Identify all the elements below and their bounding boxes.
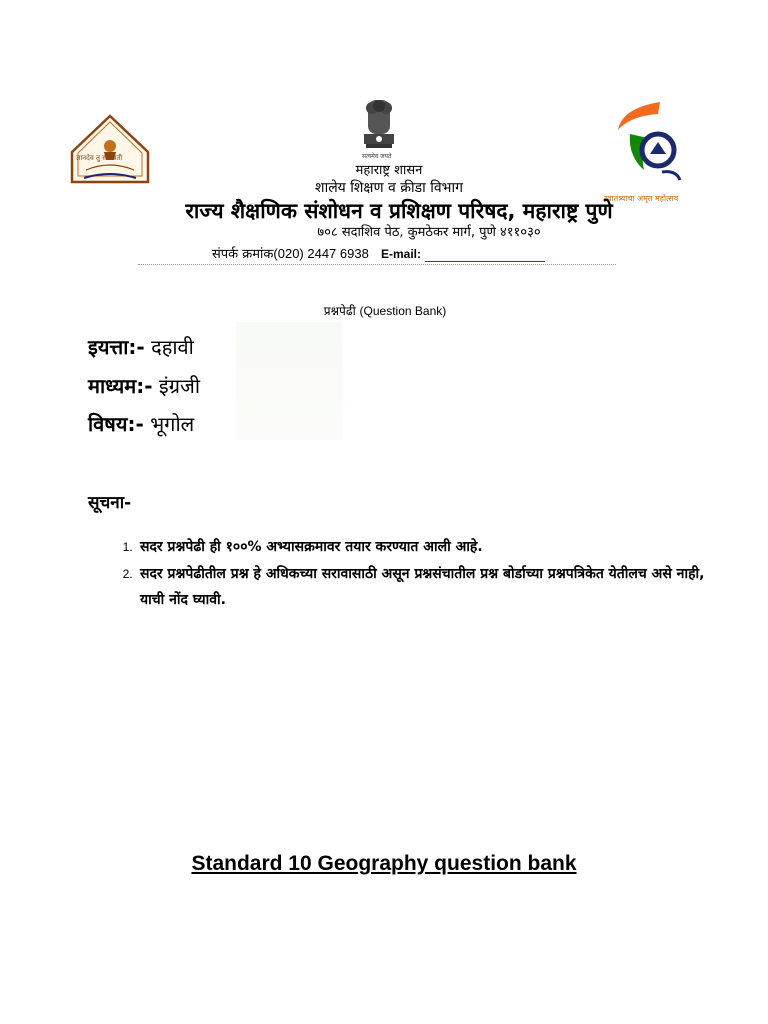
field-subject — [88, 410, 194, 437]
notice-list — [110, 534, 726, 614]
emblem-motto: सत्यमेव जयते — [362, 153, 392, 160]
question-bank-title-en: (Question Bank) — [359, 304, 447, 318]
field-standard-value: दहावी — [151, 335, 194, 359]
government-line: महाराष्ट्र शासन — [355, 163, 423, 178]
question-bank-title-mr: प्रश्नपेढी — [323, 304, 356, 318]
field-standard-key: इयत्ता:- — [88, 335, 145, 359]
email-field[interactable] — [425, 249, 545, 262]
watermark-image — [236, 322, 342, 440]
field-medium-key: माध्यम:- — [88, 374, 153, 398]
right-logo-caption: स्वातंत्र्याचा अमृत महोत्सव — [604, 194, 679, 203]
field-medium — [88, 372, 200, 399]
header-divider — [138, 264, 616, 265]
contact-number: (020) 2447 6938 — [273, 246, 369, 261]
list-item: 2. सदर प्रश्नपेढीतील प्रश्न हे अधिकच्या सरावासाठी असून प्रश्नसंचातील प्रश्न बोर्डाच्या प्रश्नपत्रिकेत येतीलच असे नाही, याची नोंद घ्यावी. — [136, 561, 726, 614]
field-medium-value: इंग्रजी — [158, 374, 201, 398]
contact-label: संपर्क क्रमांक — [212, 247, 274, 262]
email-label: E-mail: — [380, 247, 421, 261]
question-bank-title — [0, 302, 768, 319]
left-logo-motto: ज्ञानदेव तु सरस्वती — [76, 154, 123, 162]
list-item: 1. सदर प्रश्नपेढी ही १००% अभ्यासक्रमावर तयार करण्यात आली आहे. — [136, 534, 726, 561]
address-line: ७०८ सदाशिव पेठ, कुमठेकर मार्ग, पुणे ४११०३० — [317, 225, 541, 240]
field-subject-key: विषय:- — [88, 412, 144, 436]
organization-name: राज्य शैक्षणिक संशोधन व प्रशिक्षण परिषद, महाराष्ट्र पुणे — [185, 199, 613, 223]
document-title: Standard 10 Geography question bank — [191, 852, 577, 875]
field-standard — [88, 333, 194, 360]
contact-line — [212, 244, 545, 262]
field-subject-value: भूगोल — [150, 412, 195, 436]
notice-heading: सूचना- — [88, 493, 132, 513]
department-line: शालेय शिक्षण व क्रीडा विभाग — [315, 180, 463, 196]
